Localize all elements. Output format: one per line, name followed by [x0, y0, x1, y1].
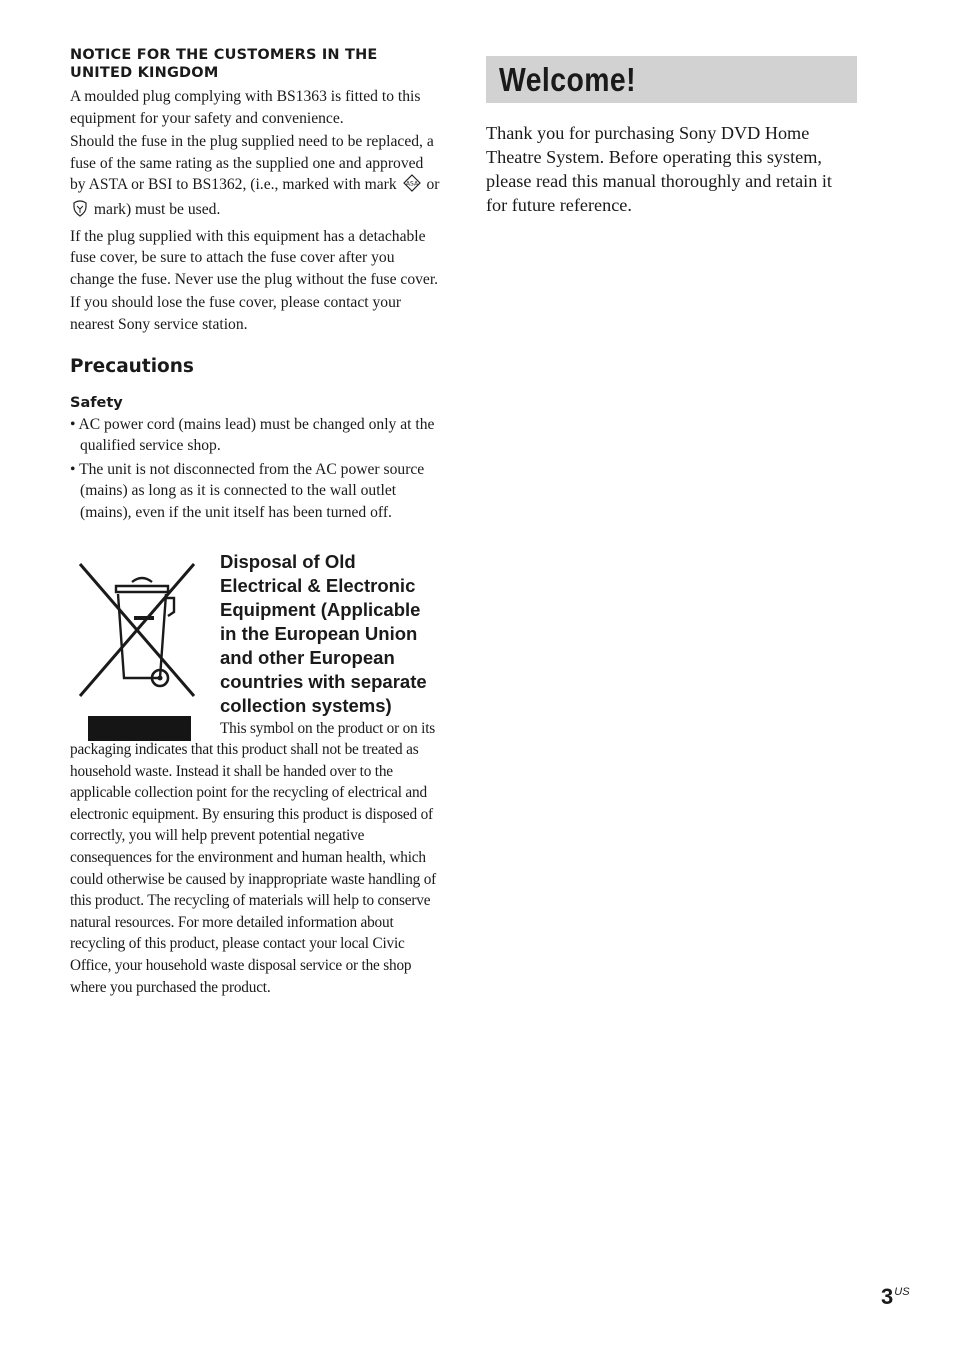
asta-mark-icon — [403, 174, 421, 199]
notice-paragraph-2 — [70, 131, 440, 223]
right-column — [486, 56, 857, 217]
left-column — [70, 46, 440, 998]
notice-paragraph-2-before: Should the fuse in the plug supplied need to be replaced, a fuse of the same rating as the supplied one and approved by ASTA or BSI to BS1362, (i.e., marked with mark — [70, 133, 434, 194]
crossed-out-wheelie-bin-icon — [76, 560, 200, 710]
notice-paragraph-3: If the plug supplied with this equipment has a detachable fuse cover, be sure to attach the fuse cover after you change the fuse. Never use the plug without the fuse cover. — [70, 227, 439, 288]
notice-paragraph-1: A moulded plug complying with BS1363 is fitted to this equipment for your safety and convenience. — [70, 88, 421, 127]
safety-bullet-1: • AC power cord (mains lead) must be changed only at the qualified service shop. — [70, 415, 435, 455]
svg-text:ASA: ASA — [405, 180, 418, 188]
notice-paragraph-2-after: mark) must be used. — [93, 200, 221, 218]
weee-symbol — [70, 550, 210, 730]
weee-black-bar — [88, 716, 191, 741]
page-number-value: 3 — [881, 1284, 894, 1309]
welcome-title: Welcome! — [499, 61, 636, 98]
page-number-suffix: US — [894, 1286, 910, 1298]
page-number — [881, 1284, 910, 1310]
disposal-body: This symbol on the product or on its packaging indicates that this product shall not be treated as household waste. Instead it shall be handed over to the applicable collection point for the recycling of electrical and electronic equipment. By ensuring this product is disposed of correctly, you will help prevent potential negative consequences for the environment and human health, which could otherwise be caused by inappropriate waste handling of this product. The recycling of materials will help to conserve natural resources. For more detailed information about recycling of this product, please contact your local Civic Office, your household waste disposal service or the shop where you purchased the product. — [70, 719, 437, 996]
welcome-banner — [486, 56, 857, 103]
notice-heading: NOTICE FOR THE CUSTOMERS IN THE UNITED KINGDOM — [70, 47, 378, 81]
notice-paragraph-4: If you should lose the fuse cover, please contact your nearest Sony service station. — [70, 294, 402, 333]
safety-bullet-2: • The unit is not disconnected from the AC power source (mains) as long as it is connected to the wall outlet (mains), even if the unit itself has been turned off. — [70, 460, 425, 521]
safety-heading: Safety — [70, 394, 123, 411]
disposal-heading: Disposal of Old Electrical & Electronic Equipment (Applicable in the European Union and other European countries with separate collection systems) — [220, 550, 427, 716]
welcome-text: Thank you for purchasing Sony DVD Home Theatre System. Before operating this system, please read this manual thoroughly and retain it for future reference. — [486, 123, 832, 215]
notice-paragraph-2-or: or — [426, 176, 440, 194]
disposal-section — [70, 550, 440, 999]
precautions-heading: Precautions — [70, 355, 194, 377]
bsi-kitemark-icon — [72, 199, 88, 224]
safety-list — [70, 414, 440, 524]
